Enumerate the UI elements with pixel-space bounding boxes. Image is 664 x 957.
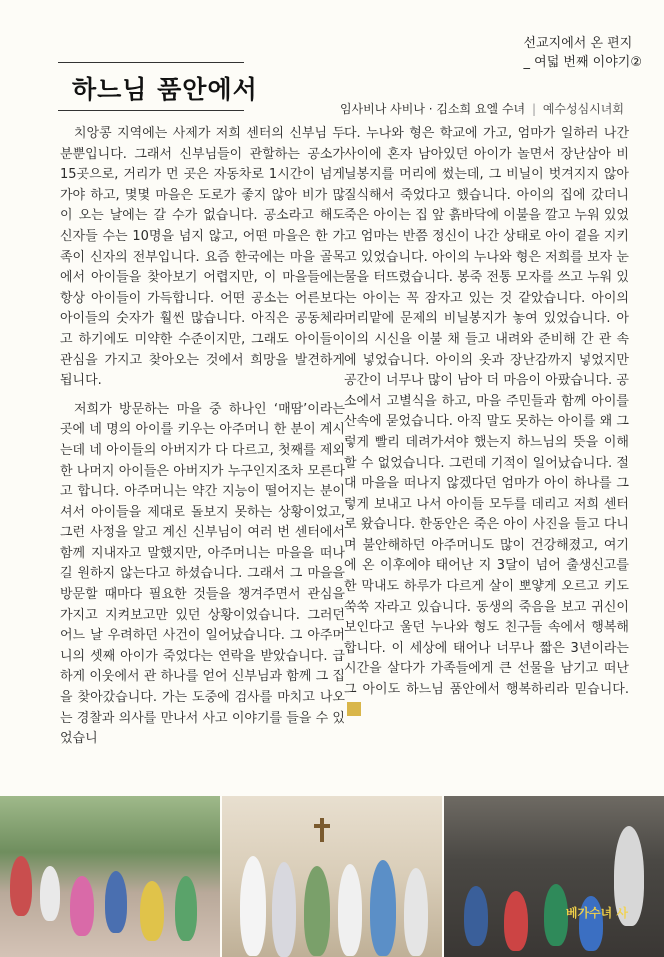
series-episode: _ 여덟 번째 이야기② (523, 55, 642, 70)
series-header (524, 34, 642, 72)
title-rule-bottom (58, 110, 244, 111)
photo-children-outdoors (0, 796, 220, 957)
title-rule-top (58, 62, 244, 63)
byline (340, 100, 624, 117)
series-name: 선교지에서 온 편지 (523, 36, 633, 51)
photo-credit: 베가수녀 사 (565, 906, 628, 920)
paragraph (344, 124, 629, 721)
author-names: 임사비나 사비나 · 김소희 요엘 수녀 (339, 102, 526, 116)
paragraph: 치앙콩 지역에는 사제가 저희 센터의 신부님 두 분뿐입니다. 그래서 신부님들이 관할하는 공소가 15곳으로, 거리가 먼 곳은 자동차로 1시간이 넘게 가야 하고, 몇몇 마을은 도로가 좋지 않아 비가 많이 오는 날에는 갈 수가 없습니다. 공소라고 해도 신자들 수는 10명을 넘지 않고, 어떤 마을은 한 가족이 신자의 전부입니다. 요즘 한국에는 마을 골목에서 아이들을 찾아보기 어렵지만, 이 마을들에는 항상 아이들이 가득합니다. 어떤 공소는 어른보다 아이들의 숫자가 훨씬 많습니다. 아직은 공동체라고 하기에도 미약한 수준이지만, 그래도 아이들이 관심을 가지고 찾아오는 것에서 희망을 발견하게 됩니다. (60, 126, 345, 389)
paragraph-text: 다. 누나와 형은 학교에 가고, 엄마가 일하러 나간 사이에 혼자 남아있던 아이가 놀면서 장난삼아 비닐봉지를 머리에 썼는데, 그 비닐이 벗겨지지 않아 질식해서 죽었다고 했습니다. 아이의 집에 갔더니 죽은 아이는 집 앞 흙바닥에 이불을 깔고 누워 있었고 엄마는 반쯤 정신이 나간 상태로 아이 곁을 지키고 있었습니다. 아이의 누나와 형은 저희를 보자 눈물을 터뜨렸습니다. 봉죽 전통 모자를 쓰고 누워 있는 아이는 꼭 잠자고 있는 것 같았습니다. 아이의 머리맡에 문제의 비닐봉지가 놓여 있었습니다. 아이의 시신을 이불 채 들고 내려와 준비해 간 관 속에 넣었습니다. 아이의 옷과 장난감까지 넣었지만 공간이 너무나 많이 남아 더 마음이 아팠습니다. 공소에서 고별식을 하고, 마을 주민들과 함께 아이를 산속에 묻었습니다. 아직 말도 못하는 아이를 왜 그렇게 빨리 데려가셔야 했는지 하느님의 뜻을 이해할 수 없었습니다. 그런데 기적이 일어났습니다. 절대 마을을 떠나지 않겠다던 엄마가 아이 하나를 그렇게 보내고 나서 아이들 모두를 데리고 저희 센터로 왔습니다. 한동안은 죽은 아이 사진을 들고 다니며 불안해하던 아주머니도 많이 건강해졌고, 여기에 온 이후에야 태어난 지 3달이 넘어 출생신고를 한 막내도 하루가 다르게 살이 뽀얗게 오르고 키도 쑥쑥 자라고 있습니다. 동생의 죽음을 보고 귀신이 보인다고 울던 누나와 형도 친구들 속에서 행복해합니다. 이 세상에 태어나 너무나 짧은 3년이라는 시간을 살다가 가족들에게 큰 선물을 남기고 떠난 그 아이도 하느님 품안에서 행복하리라 믿습니다. (344, 126, 629, 698)
person-figure (370, 860, 396, 956)
child-figure (140, 881, 164, 941)
child-figure (544, 884, 568, 946)
paragraph: 저희가 방문하는 마을 중 하나인 ‘매땀’이라는 곳에 네 명의 아이를 키우는 아주머니 한 분이 계시는데 네 아이들의 아버지가 다 다르고, 첫째를 제외한 나머지 아이들은 아버지가 누구인지조차 모른다고 합니다. 아주머니는 약간 지능이 떨어지는 분이셔서 아이들을 제대로 돌보지 못하는 상황이었고, 그런 사정을 알고 계신 신부님이 여러 번 센터에서 함께 지내자고 말했지만, 아주머니는 마을을 떠나길 원하지 않는다고 하셨습니다. 그래서 그 마을을 방문할 때마다 필요한 것들을 챙겨주면서 관심을 가지고 지켜보고만 있던 상황이었습니다. 그러던 어느 날 우려하던 사건이 일어났습니다. 그 아주머니의 셋째 아이가 죽었다는 연락을 받았습니다. 급하게 이웃에서 관 하나를 얻어 신부님과 함께 그 집을 찾아갔습니다. 가는 도중에 검사를 마치고 나오는 경찰과 의사를 만나서 사고 이야기를 들을 수 있었습니 (60, 401, 345, 747)
photo-strip (0, 796, 664, 957)
child-figure (464, 886, 488, 946)
cross-icon (320, 818, 324, 842)
column-left (60, 124, 345, 758)
article-title: 하느님 품안에서 (72, 75, 258, 104)
child-figure (70, 876, 94, 936)
child-figure (40, 866, 60, 921)
child-figure (10, 856, 32, 916)
person-figure (304, 866, 330, 956)
person-figure (338, 864, 362, 956)
child-figure (175, 876, 197, 941)
photo-evening-gathering (444, 796, 664, 957)
person-figure (272, 862, 296, 957)
child-figure (105, 871, 127, 933)
column-right (344, 124, 629, 729)
person-figure (404, 868, 428, 956)
photo-group-chapel (222, 796, 442, 957)
author-affiliation: 예수성심시녀회 (542, 102, 624, 116)
person-figure (240, 856, 266, 956)
end-mark-icon (347, 702, 361, 716)
byline-separator: | (531, 102, 537, 116)
child-figure (504, 891, 528, 951)
